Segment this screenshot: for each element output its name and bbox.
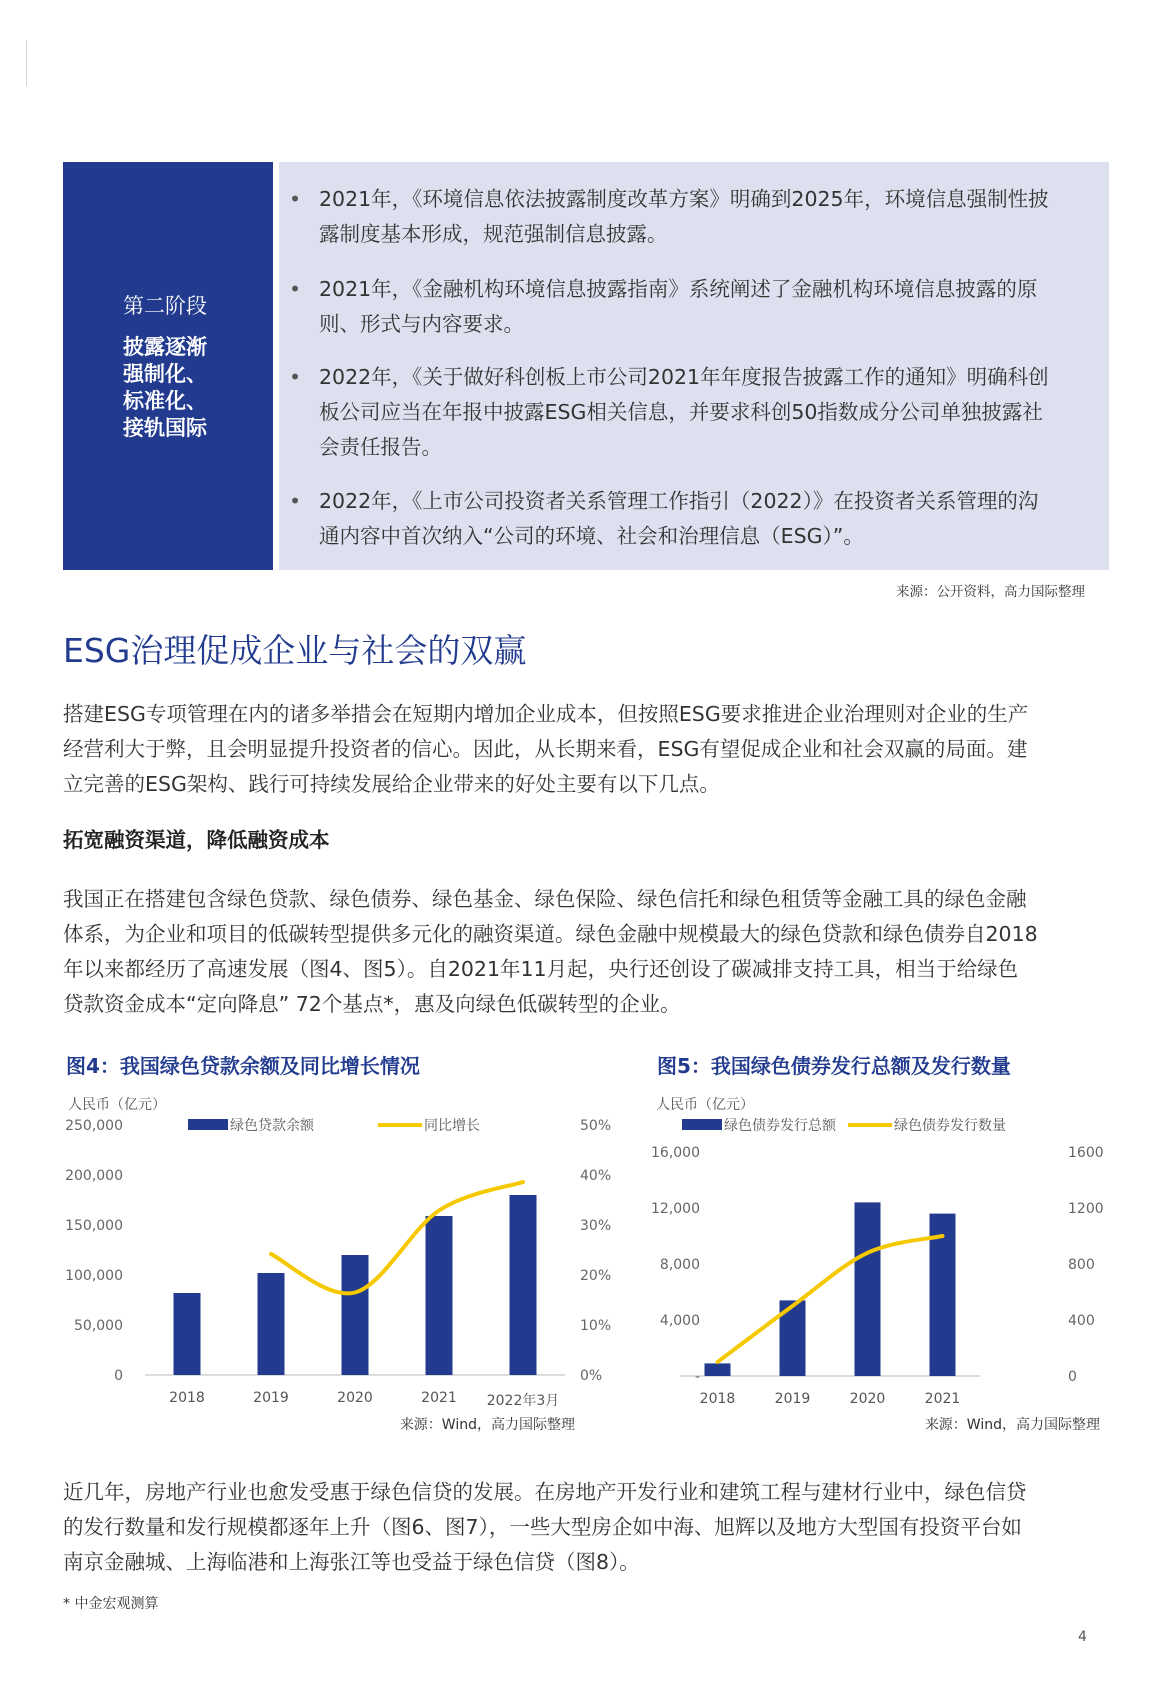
y-left-tick-label: 16,000 [651, 1145, 700, 1161]
y-left-tick-label: 200,000 [65, 1168, 123, 1184]
page-edge-mark [26, 40, 27, 86]
stage-item: • 2022年，《关于做好科创板上市公司2021年年度报告披露工作的通知》明确科创 板公司应当在年报中披露ESG相关信息，并要求科创50指数成分公司单独披露社 会责任报告。 [319, 360, 1089, 465]
x-tick-label: 2020 [337, 1390, 373, 1406]
bar-2018 [174, 1293, 201, 1375]
x-tick-label: 2019 [774, 1391, 811, 1407]
bar-2020 [855, 1202, 881, 1376]
figure5-title: 图5：我国绿色债券发行总额及发行数量 [657, 1054, 1011, 1078]
x-tick-label: 2019 [253, 1390, 289, 1406]
x-tick-label: 2022年3月 [486, 1393, 560, 1409]
stage-items-panel [279, 162, 1109, 570]
y-left-tick-label: 250,000 [65, 1118, 123, 1134]
x-tick-label: 2021 [421, 1390, 457, 1406]
stage-item: • 2022年，《上市公司投资者关系管理工作指引（2022）》在投资者关系管理的沟 通内容中首次纳入“公司的环境、社会和治理信息（ESG）”。 [319, 484, 1089, 554]
chart-source: 来源：Wind，高力国际整理 [924, 1417, 1100, 1433]
legend-bar-swatch [188, 1119, 228, 1130]
bar-2021 [426, 1216, 453, 1375]
y-right-tick-label: 20% [580, 1268, 612, 1284]
bullet-icon: • [289, 277, 302, 301]
bar-2020 [342, 1255, 369, 1375]
y-left-tick-label: 50,000 [74, 1318, 123, 1334]
bar-2018 [705, 1363, 731, 1376]
x-tick-label: 2018 [169, 1390, 205, 1406]
stage-source: 来源：公开资料，高力国际整理 [896, 584, 1085, 600]
subsection-heading: 拓宽融资渠道，降低融资成本 [63, 828, 330, 852]
y-left-tick-label: 100,000 [65, 1268, 123, 1284]
stage-item: • 2021年，《金融机构环境信息披露指南》系统阐述了金融机构环境信息披露的原 则、形式与内容要求。 [319, 272, 1089, 342]
legend-bar-label: 绿色贷款余额 [230, 1118, 314, 1134]
y-right-tick-label: 800 [1068, 1257, 1095, 1273]
closing-paragraph: 近几年，房地产行业也愈发受惠于绿色信贷的发展。在房地产开发行业和建筑工程与建材行业中，绿色信贷 的发行数量和发行规模都逐年上升（图6、图7），一些大型房企如中海、旭辉以及地方大型国有投资平台如 南京金融城、上海临港和上海张江等也受益于绿色信贷（图8）。 [63, 1480, 1027, 1574]
y-left-tick-label: 8,000 [659, 1257, 700, 1273]
figure5-chart [630, 1085, 1120, 1445]
figure4-title: 图4：我国绿色贷款余额及同比增长情况 [66, 1054, 420, 1078]
stage-label-panel [63, 162, 273, 570]
body-paragraph: 我国正在搭建包含绿色贷款、绿色债券、绿色基金、绿色保险、绿色信托和绿色租赁等金融工具的绿色金融 体系，为企业和项目的低碳转型提供多元化的融资渠道。绿色金融中规模最大的绿色贷款和绿色债券自2018 年以来都经历了高速发展（图4、图5）。自2021年11月起，央行还创设了碳减排支持工具，相当于给绿色 贷款资金成本“定向降息” 72个基点*，惠及向绿色低碳转型的企业。 [63, 887, 1038, 1016]
bullet-icon: • [289, 365, 302, 389]
section-title: ESG治理促成企业与社会的双赢 [63, 631, 527, 670]
y-axis-unit-label: 人民币（亿元） [656, 1097, 754, 1113]
y-left-tick-label: 4,000 [659, 1313, 700, 1329]
bar-2022年3月 [510, 1195, 537, 1375]
page-number: 4 [1078, 1629, 1087, 1645]
bullet-icon: • [289, 489, 302, 513]
legend-line-label: 同比增长 [424, 1118, 480, 1134]
legend-bar-swatch [682, 1119, 722, 1130]
bullet-icon: • [289, 187, 302, 211]
legend-bar-label: 绿色债券发行总额 [724, 1118, 836, 1134]
x-tick-label: 2020 [849, 1391, 886, 1407]
footnote: * 中金宏观测算 [63, 1596, 159, 1612]
bar-2019 [258, 1273, 285, 1375]
y-left-tick-label: 0 [114, 1368, 123, 1384]
y-right-tick-label: 1200 [1068, 1201, 1104, 1217]
y-axis-unit-label: 人民币（亿元） [68, 1097, 166, 1113]
figure4-chart [40, 1085, 630, 1445]
series-line-绿色债券发行数量 [718, 1236, 943, 1362]
stage-subtitle-line: 强制化、 [123, 362, 207, 386]
chart-source: 来源：Wind，高力国际整理 [399, 1417, 575, 1433]
stage-item: • 2021年，《环境信息依法披露制度改革方案》明确到2025年，环境信息强制性披 露制度基本形成，规范强制信息披露。 [319, 182, 1089, 252]
intro-paragraph: 搭建ESG专项管理在内的诸多举措会在短期内增加企业成本，但按照ESG要求推进企业治理则对企业的生产 经营利大于弊，且会明显提升投资者的信心。因此，从长期来看，ESG有望促成企业和社会双赢的局面。建 立完善的ESG架构、践行可持续发展给企业带来的好处主要有以下几点。 [63, 702, 1029, 796]
series-line-同比增长 [271, 1182, 523, 1293]
y-right-tick-label: 40% [580, 1168, 612, 1184]
y-right-tick-label: 0% [580, 1368, 603, 1384]
x-tick-label: 2018 [699, 1391, 736, 1407]
y-left-tick-label: 150,000 [65, 1218, 123, 1234]
y-right-tick-label: 10% [580, 1318, 612, 1334]
stage-subtitle-line: 标准化、 [123, 389, 207, 413]
stage-subtitle-line: 披露逐渐 [123, 335, 207, 359]
legend-line-label: 绿色债券发行数量 [894, 1118, 1006, 1134]
y-right-tick-label: 1600 [1068, 1145, 1104, 1161]
stage-subtitle [123, 334, 253, 442]
y-left-tick-label: - [694, 1369, 700, 1385]
y-right-tick-label: 0 [1068, 1369, 1077, 1385]
y-right-tick-label: 50% [580, 1118, 612, 1134]
y-right-tick-label: 400 [1068, 1313, 1095, 1329]
y-right-tick-label: 30% [580, 1218, 612, 1234]
x-tick-label: 2021 [924, 1391, 961, 1407]
stage-subtitle-line: 接轨国际 [123, 416, 207, 440]
y-left-tick-label: 12,000 [651, 1201, 700, 1217]
stage-title: 第二阶段 [123, 294, 207, 318]
